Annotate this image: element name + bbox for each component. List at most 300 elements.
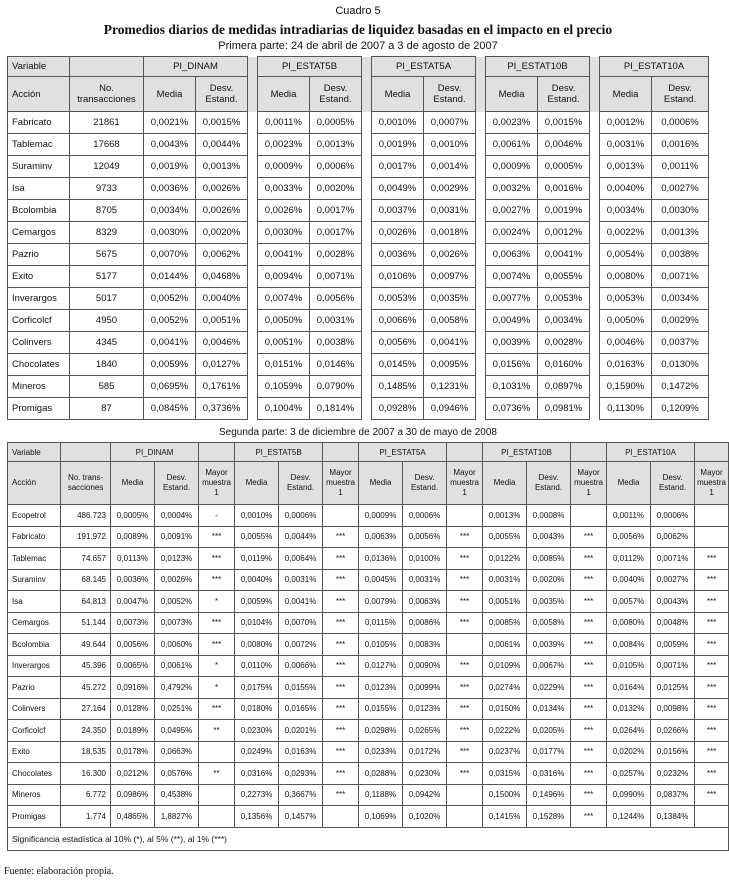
desv-header: Desv. Estand. bbox=[196, 77, 248, 112]
significance-cell: *** bbox=[695, 784, 729, 806]
desv-cell: 0,0071% bbox=[651, 655, 695, 677]
media-cell: 0,0047% bbox=[111, 591, 155, 613]
significance-cell: *** bbox=[323, 741, 359, 763]
accion-cell: Exito bbox=[8, 266, 70, 288]
part1-subtitle: Primera parte: 24 de abril de 2007 a 3 de agosto de 2007 bbox=[218, 40, 498, 52]
gap-cell bbox=[248, 310, 258, 332]
group-header: PI_DINAM bbox=[111, 443, 199, 462]
desv-cell: 0,0020% bbox=[527, 569, 571, 591]
media-cell: 0,0036% bbox=[372, 244, 424, 266]
significance-cell: *** bbox=[199, 634, 235, 656]
significance-cell: *** bbox=[571, 741, 607, 763]
desv-cell: 0,0013% bbox=[652, 222, 709, 244]
significance-cell: *** bbox=[447, 526, 483, 548]
table-row bbox=[8, 134, 709, 156]
mayor-header: Mayor muestra 1 bbox=[571, 462, 607, 505]
transacciones-cell: 1.774 bbox=[61, 806, 111, 828]
significance-cell: *** bbox=[571, 655, 607, 677]
significance-cell bbox=[447, 505, 483, 527]
table-row bbox=[8, 244, 709, 266]
significance-cell bbox=[199, 806, 235, 828]
media-header: Media bbox=[144, 77, 196, 112]
significance-cell: *** bbox=[695, 698, 729, 720]
desv-cell: 0,0083% bbox=[403, 634, 447, 656]
media-cell: 0,0034% bbox=[600, 200, 652, 222]
desv-cell: 0,0060% bbox=[155, 634, 199, 656]
table-row bbox=[8, 634, 729, 656]
desv-cell: 0,0790% bbox=[310, 376, 362, 398]
desv-cell: 0,0056% bbox=[403, 526, 447, 548]
significance-cell: *** bbox=[447, 698, 483, 720]
group-header: PI_ESTAT5A bbox=[372, 57, 476, 77]
transacciones-cell: 585 bbox=[70, 376, 144, 398]
media-cell: 0,0036% bbox=[144, 178, 196, 200]
desv-cell: 0,0020% bbox=[310, 178, 362, 200]
significance-cell: *** bbox=[695, 720, 729, 742]
significance-cell: *** bbox=[323, 612, 359, 634]
accion-cell: Suraminv bbox=[8, 156, 70, 178]
media-header: Media bbox=[359, 462, 403, 505]
desv-cell: 0,0165% bbox=[279, 698, 323, 720]
media-cell: 0,1130% bbox=[600, 398, 652, 420]
desv-cell: 0,0006% bbox=[651, 505, 695, 527]
desv-cell: 0,0027% bbox=[651, 569, 695, 591]
media-cell: 0,0222% bbox=[483, 720, 527, 742]
accion-cell: Chocolates bbox=[8, 354, 70, 376]
accion-cell: Isa bbox=[8, 178, 70, 200]
desv-cell: 0,0091% bbox=[155, 526, 199, 548]
gap-cell bbox=[590, 134, 600, 156]
table-row bbox=[8, 591, 729, 613]
table-part1 bbox=[7, 56, 709, 420]
accion-cell: Ecopetrol bbox=[8, 505, 61, 527]
desv-cell: 0,0837% bbox=[651, 784, 695, 806]
significance-cell: *** bbox=[571, 612, 607, 634]
significance-cell: *** bbox=[695, 569, 729, 591]
significance-cell: *** bbox=[571, 698, 607, 720]
media-cell: 0,0026% bbox=[258, 200, 310, 222]
significance-cell: *** bbox=[323, 526, 359, 548]
significance-cell: *** bbox=[695, 612, 729, 634]
accion-cell: Isa bbox=[8, 591, 61, 613]
desv-cell: 0,0015% bbox=[196, 112, 248, 134]
media-cell: 0,0024% bbox=[486, 222, 538, 244]
media-cell: 0,0059% bbox=[144, 354, 196, 376]
desv-cell: 0,0053% bbox=[538, 288, 590, 310]
desv-cell: 0,0163% bbox=[279, 741, 323, 763]
media-cell: 0,0039% bbox=[486, 332, 538, 354]
desv-cell: 0,0146% bbox=[310, 354, 362, 376]
transacciones-cell: 21861 bbox=[70, 112, 144, 134]
gap-cell bbox=[476, 156, 486, 178]
media-cell: 0,0155% bbox=[359, 698, 403, 720]
media-header: Media bbox=[486, 77, 538, 112]
desv-cell: 0,0006% bbox=[652, 112, 709, 134]
significance-cell bbox=[695, 526, 729, 548]
gap-cell bbox=[248, 244, 258, 266]
desv-cell: 0,0026% bbox=[196, 200, 248, 222]
gap-cell bbox=[248, 200, 258, 222]
table-row bbox=[8, 698, 729, 720]
desv-cell: 0,0006% bbox=[403, 505, 447, 527]
desv-cell: 0,0085% bbox=[527, 548, 571, 570]
media-cell: 0,0011% bbox=[607, 505, 651, 527]
desv-cell: 0,0201% bbox=[279, 720, 323, 742]
desv-cell: 0,0017% bbox=[310, 200, 362, 222]
group-header: PI_ESTAT10B bbox=[483, 443, 571, 462]
significance-cell: *** bbox=[695, 548, 729, 570]
accion-cell: Tablemac bbox=[8, 548, 61, 570]
accion-cell: Inverargos bbox=[8, 288, 70, 310]
desv-cell: 0,0495% bbox=[155, 720, 199, 742]
media-cell: 0,0089% bbox=[111, 526, 155, 548]
table-row bbox=[8, 310, 709, 332]
media-cell: 0,0070% bbox=[144, 244, 196, 266]
media-header: Media bbox=[235, 462, 279, 505]
media-cell: 0,0056% bbox=[607, 526, 651, 548]
group-header: PI_ESTAT10B bbox=[486, 57, 590, 77]
significance-cell bbox=[695, 505, 729, 527]
table-row bbox=[8, 266, 709, 288]
accion-cell: Mineros bbox=[8, 376, 70, 398]
media-cell: 0,0056% bbox=[372, 332, 424, 354]
significance-cell: *** bbox=[447, 720, 483, 742]
gap-cell bbox=[248, 178, 258, 200]
desv-cell: 0,0266% bbox=[651, 720, 695, 742]
transacciones-cell: 68.145 bbox=[61, 569, 111, 591]
media-cell: 0,0032% bbox=[486, 178, 538, 200]
transacciones-cell: 16.300 bbox=[61, 763, 111, 785]
transacciones-cell: 4345 bbox=[70, 332, 144, 354]
accion-cell: Suraminv bbox=[8, 569, 61, 591]
desv-cell: 0,0006% bbox=[310, 156, 362, 178]
table-row bbox=[8, 784, 729, 806]
desv-cell: 0,0028% bbox=[538, 332, 590, 354]
media-cell: 0,0061% bbox=[486, 134, 538, 156]
desv-cell: 0,0155% bbox=[279, 677, 323, 699]
gap-cell bbox=[476, 178, 486, 200]
transacciones-header: No. trans- sacciones bbox=[61, 462, 111, 505]
desv-cell: 0,0015% bbox=[538, 112, 590, 134]
transacciones-cell: 87 bbox=[70, 398, 144, 420]
media-header: Media bbox=[600, 77, 652, 112]
desv-cell: 0,0043% bbox=[651, 591, 695, 613]
media-cell: 0,1244% bbox=[607, 806, 651, 828]
media-header: Media bbox=[607, 462, 651, 505]
media-cell: 0,0113% bbox=[111, 548, 155, 570]
significance-cell: *** bbox=[323, 569, 359, 591]
media-cell: 0,0055% bbox=[235, 526, 279, 548]
significance-cell: *** bbox=[447, 741, 483, 763]
group-header: PI_ESTAT5B bbox=[258, 57, 362, 77]
gap-cell bbox=[362, 200, 372, 222]
media-cell: 0,0257% bbox=[607, 763, 651, 785]
media-cell: 0,0009% bbox=[359, 505, 403, 527]
desv-cell: 0,0020% bbox=[196, 222, 248, 244]
significance-cell: *** bbox=[571, 526, 607, 548]
media-cell: 0,0059% bbox=[235, 591, 279, 613]
media-cell: 0,0061% bbox=[483, 634, 527, 656]
desv-cell: 0,0031% bbox=[424, 200, 476, 222]
media-cell: 0,0066% bbox=[372, 310, 424, 332]
significance-cell bbox=[447, 806, 483, 828]
gap-cell bbox=[476, 310, 486, 332]
gap-cell bbox=[362, 288, 372, 310]
group-header: PI_ESTAT10A bbox=[600, 57, 709, 77]
desv-cell: 0,0037% bbox=[652, 332, 709, 354]
desv-cell: 0,0008% bbox=[527, 505, 571, 527]
desv-cell: 0,0029% bbox=[424, 178, 476, 200]
media-cell: 0,0063% bbox=[359, 526, 403, 548]
media-cell: 0,0019% bbox=[372, 134, 424, 156]
media-cell: 0,0063% bbox=[486, 244, 538, 266]
media-cell: 0,1004% bbox=[258, 398, 310, 420]
desv-cell: 0,0018% bbox=[424, 222, 476, 244]
desv-cell: 0,0005% bbox=[538, 156, 590, 178]
desv-cell: 0,0086% bbox=[403, 612, 447, 634]
gap-cell bbox=[362, 398, 372, 420]
desv-cell: 0,0098% bbox=[651, 698, 695, 720]
desv-cell: 0,0230% bbox=[403, 763, 447, 785]
table-row bbox=[8, 505, 729, 527]
media-cell: 0,0288% bbox=[359, 763, 403, 785]
media-cell: 0,0010% bbox=[372, 112, 424, 134]
transacciones-cell: 49.644 bbox=[61, 634, 111, 656]
media-cell: 0,0056% bbox=[111, 634, 155, 656]
significance-cell: *** bbox=[571, 720, 607, 742]
desv-cell: 0,0051% bbox=[196, 310, 248, 332]
media-cell: 0,0009% bbox=[486, 156, 538, 178]
table-row bbox=[8, 398, 709, 420]
transacciones-header: No. transacciones bbox=[70, 77, 144, 112]
desv-cell: 0,0663% bbox=[155, 741, 199, 763]
desv-cell: 0,0016% bbox=[538, 178, 590, 200]
media-cell: 0,0065% bbox=[111, 655, 155, 677]
media-cell: 0,0036% bbox=[111, 569, 155, 591]
significance-cell: *** bbox=[447, 569, 483, 591]
media-cell: 0,0051% bbox=[483, 591, 527, 613]
table-row bbox=[8, 332, 709, 354]
media-cell: 0,0151% bbox=[258, 354, 310, 376]
media-cell: 0,0080% bbox=[607, 612, 651, 634]
desv-cell: 0,0029% bbox=[652, 310, 709, 332]
media-cell: 0,0916% bbox=[111, 677, 155, 699]
desv-cell: 0,0058% bbox=[424, 310, 476, 332]
desv-cell: 0,1384% bbox=[651, 806, 695, 828]
media-cell: 0,0013% bbox=[600, 156, 652, 178]
media-cell: 0,0136% bbox=[359, 548, 403, 570]
gap-cell bbox=[248, 112, 258, 134]
desv-cell: 0,0897% bbox=[538, 376, 590, 398]
significance-cell: ** bbox=[199, 763, 235, 785]
desv-cell: 0,0034% bbox=[652, 288, 709, 310]
media-cell: 0,0178% bbox=[111, 741, 155, 763]
accion-cell: Colinvers bbox=[8, 332, 70, 354]
media-cell: 0,0316% bbox=[235, 763, 279, 785]
media-cell: 0,1500% bbox=[483, 784, 527, 806]
media-cell: 0,0119% bbox=[235, 548, 279, 570]
media-cell: 0,0030% bbox=[144, 222, 196, 244]
media-cell: 0,1356% bbox=[235, 806, 279, 828]
desv-cell: 0,0125% bbox=[651, 677, 695, 699]
desv-cell: 0,0090% bbox=[403, 655, 447, 677]
media-cell: 0,0045% bbox=[359, 569, 403, 591]
desv-cell: 0,1528% bbox=[527, 806, 571, 828]
significance-cell: ** bbox=[199, 720, 235, 742]
significance-cell: *** bbox=[323, 677, 359, 699]
media-cell: 0,0021% bbox=[144, 112, 196, 134]
desv-cell: 0,0043% bbox=[527, 526, 571, 548]
significance-cell bbox=[323, 806, 359, 828]
media-cell: 0,0046% bbox=[600, 332, 652, 354]
media-cell: 0,0180% bbox=[235, 698, 279, 720]
gap-cell bbox=[248, 222, 258, 244]
desv-cell: 0,4538% bbox=[155, 784, 199, 806]
media-cell: 0,1069% bbox=[359, 806, 403, 828]
desv-cell: 0,0031% bbox=[279, 569, 323, 591]
media-cell: 0,0034% bbox=[144, 200, 196, 222]
significance-cell: *** bbox=[199, 698, 235, 720]
desv-cell: 0,0160% bbox=[538, 354, 590, 376]
accion-cell: Pazrio bbox=[8, 244, 70, 266]
gap-cell bbox=[362, 178, 372, 200]
accion-cell: Pazrio bbox=[8, 677, 61, 699]
table-row bbox=[8, 112, 709, 134]
media-cell: 0,0009% bbox=[258, 156, 310, 178]
significance-cell: *** bbox=[447, 591, 483, 613]
desv-cell: 0,0035% bbox=[424, 288, 476, 310]
desv-header: Desv. Estand. bbox=[538, 77, 590, 112]
media-cell: 0,0298% bbox=[359, 720, 403, 742]
accion-cell: Fabricato bbox=[8, 526, 61, 548]
desv-cell: 0,0071% bbox=[652, 266, 709, 288]
desv-cell: 0,0946% bbox=[424, 398, 476, 420]
media-cell: 0,0264% bbox=[607, 720, 651, 742]
group-header: PI_ESTAT10A bbox=[607, 443, 695, 462]
desv-cell: 0,0007% bbox=[424, 112, 476, 134]
gap-cell bbox=[362, 310, 372, 332]
significance-cell: *** bbox=[323, 763, 359, 785]
gap-cell bbox=[248, 288, 258, 310]
gap-cell bbox=[476, 134, 486, 156]
gap-cell bbox=[362, 376, 372, 398]
significance-cell bbox=[447, 634, 483, 656]
significance-cell: * bbox=[199, 655, 235, 677]
desv-cell: 0,0134% bbox=[527, 698, 571, 720]
significance-cell: *** bbox=[447, 548, 483, 570]
desv-cell: 0,0028% bbox=[310, 244, 362, 266]
desv-cell: 0,0172% bbox=[403, 741, 447, 763]
media-cell: 0,0128% bbox=[111, 698, 155, 720]
desv-cell: 0,1761% bbox=[196, 376, 248, 398]
media-cell: 0,0145% bbox=[372, 354, 424, 376]
significance-cell: *** bbox=[571, 548, 607, 570]
gap-cell bbox=[590, 354, 600, 376]
media-cell: 0,1415% bbox=[483, 806, 527, 828]
desv-cell: 0,1209% bbox=[652, 398, 709, 420]
media-cell: 0,0033% bbox=[258, 178, 310, 200]
gap-cell bbox=[476, 332, 486, 354]
mayor-header: Mayor muestra 1 bbox=[447, 462, 483, 505]
media-cell: 0,0057% bbox=[607, 591, 651, 613]
mayor-header: Mayor muestra 1 bbox=[695, 462, 729, 505]
media-cell: 0,0049% bbox=[486, 310, 538, 332]
media-cell: 0,0156% bbox=[486, 354, 538, 376]
transacciones-cell: 17668 bbox=[70, 134, 144, 156]
desv-cell: 0,0064% bbox=[279, 548, 323, 570]
significance-cell: * bbox=[199, 591, 235, 613]
media-cell: 0,0043% bbox=[144, 134, 196, 156]
desv-cell: 0,0038% bbox=[310, 332, 362, 354]
gap-cell bbox=[590, 244, 600, 266]
table-title: Promedios diarios de medidas intradiarias de liquidez basadas en el impacto en el precio bbox=[103, 22, 613, 37]
media-cell: 0,0054% bbox=[600, 244, 652, 266]
gap-cell bbox=[362, 266, 372, 288]
desv-header: Desv. Estand. bbox=[651, 462, 695, 505]
media-cell: 0,0736% bbox=[486, 398, 538, 420]
media-cell: 0,0040% bbox=[235, 569, 279, 591]
transacciones-cell: 4950 bbox=[70, 310, 144, 332]
significance-cell: *** bbox=[447, 677, 483, 699]
desv-cell: 0,0063% bbox=[403, 591, 447, 613]
desv-header: Desv. Estand. bbox=[279, 462, 323, 505]
transacciones-cell: 8705 bbox=[70, 200, 144, 222]
accion-cell: Cemargos bbox=[8, 612, 61, 634]
desv-cell: 0,0293% bbox=[279, 763, 323, 785]
desv-cell: 0,0177% bbox=[527, 741, 571, 763]
gap-cell bbox=[590, 376, 600, 398]
desv-cell: 0,0576% bbox=[155, 763, 199, 785]
gap-cell bbox=[362, 112, 372, 134]
desv-header: Desv. Estand. bbox=[310, 77, 362, 112]
variable-header: Variable bbox=[8, 57, 70, 77]
table-row bbox=[8, 526, 729, 548]
desv-cell: 0,0039% bbox=[527, 634, 571, 656]
desv-cell: 0,0066% bbox=[279, 655, 323, 677]
media-cell: 0,0040% bbox=[607, 569, 651, 591]
desv-cell: 0,0005% bbox=[310, 112, 362, 134]
significance-cell: *** bbox=[447, 612, 483, 634]
media-cell: 0,0986% bbox=[111, 784, 155, 806]
gap-cell bbox=[476, 112, 486, 134]
media-cell: 0,0084% bbox=[607, 634, 651, 656]
desv-cell: 0,1814% bbox=[310, 398, 362, 420]
gap-cell bbox=[476, 222, 486, 244]
media-cell: 0,0085% bbox=[483, 612, 527, 634]
media-cell: 0,0990% bbox=[607, 784, 651, 806]
media-cell: 0,0112% bbox=[607, 548, 651, 570]
transacciones-cell: 5017 bbox=[70, 288, 144, 310]
desv-cell: 0,0127% bbox=[196, 354, 248, 376]
table-row bbox=[8, 288, 709, 310]
gap-cell bbox=[248, 134, 258, 156]
media-header: Media bbox=[111, 462, 155, 505]
table-row bbox=[8, 720, 729, 742]
media-cell: 0,0110% bbox=[235, 655, 279, 677]
desv-cell: 0,0067% bbox=[527, 655, 571, 677]
transacciones-cell: 45.272 bbox=[61, 677, 111, 699]
media-cell: 0,0144% bbox=[144, 266, 196, 288]
media-cell: 0,0080% bbox=[235, 634, 279, 656]
accion-cell: Colinvers bbox=[8, 698, 61, 720]
accion-cell: Promigas bbox=[8, 398, 70, 420]
group-header: PI_ESTAT5B bbox=[235, 443, 323, 462]
gap-cell bbox=[362, 134, 372, 156]
significance-cell: *** bbox=[571, 763, 607, 785]
media-cell: 0,0052% bbox=[144, 310, 196, 332]
desv-cell: 0,0072% bbox=[279, 634, 323, 656]
accion-cell: Promigas bbox=[8, 806, 61, 828]
